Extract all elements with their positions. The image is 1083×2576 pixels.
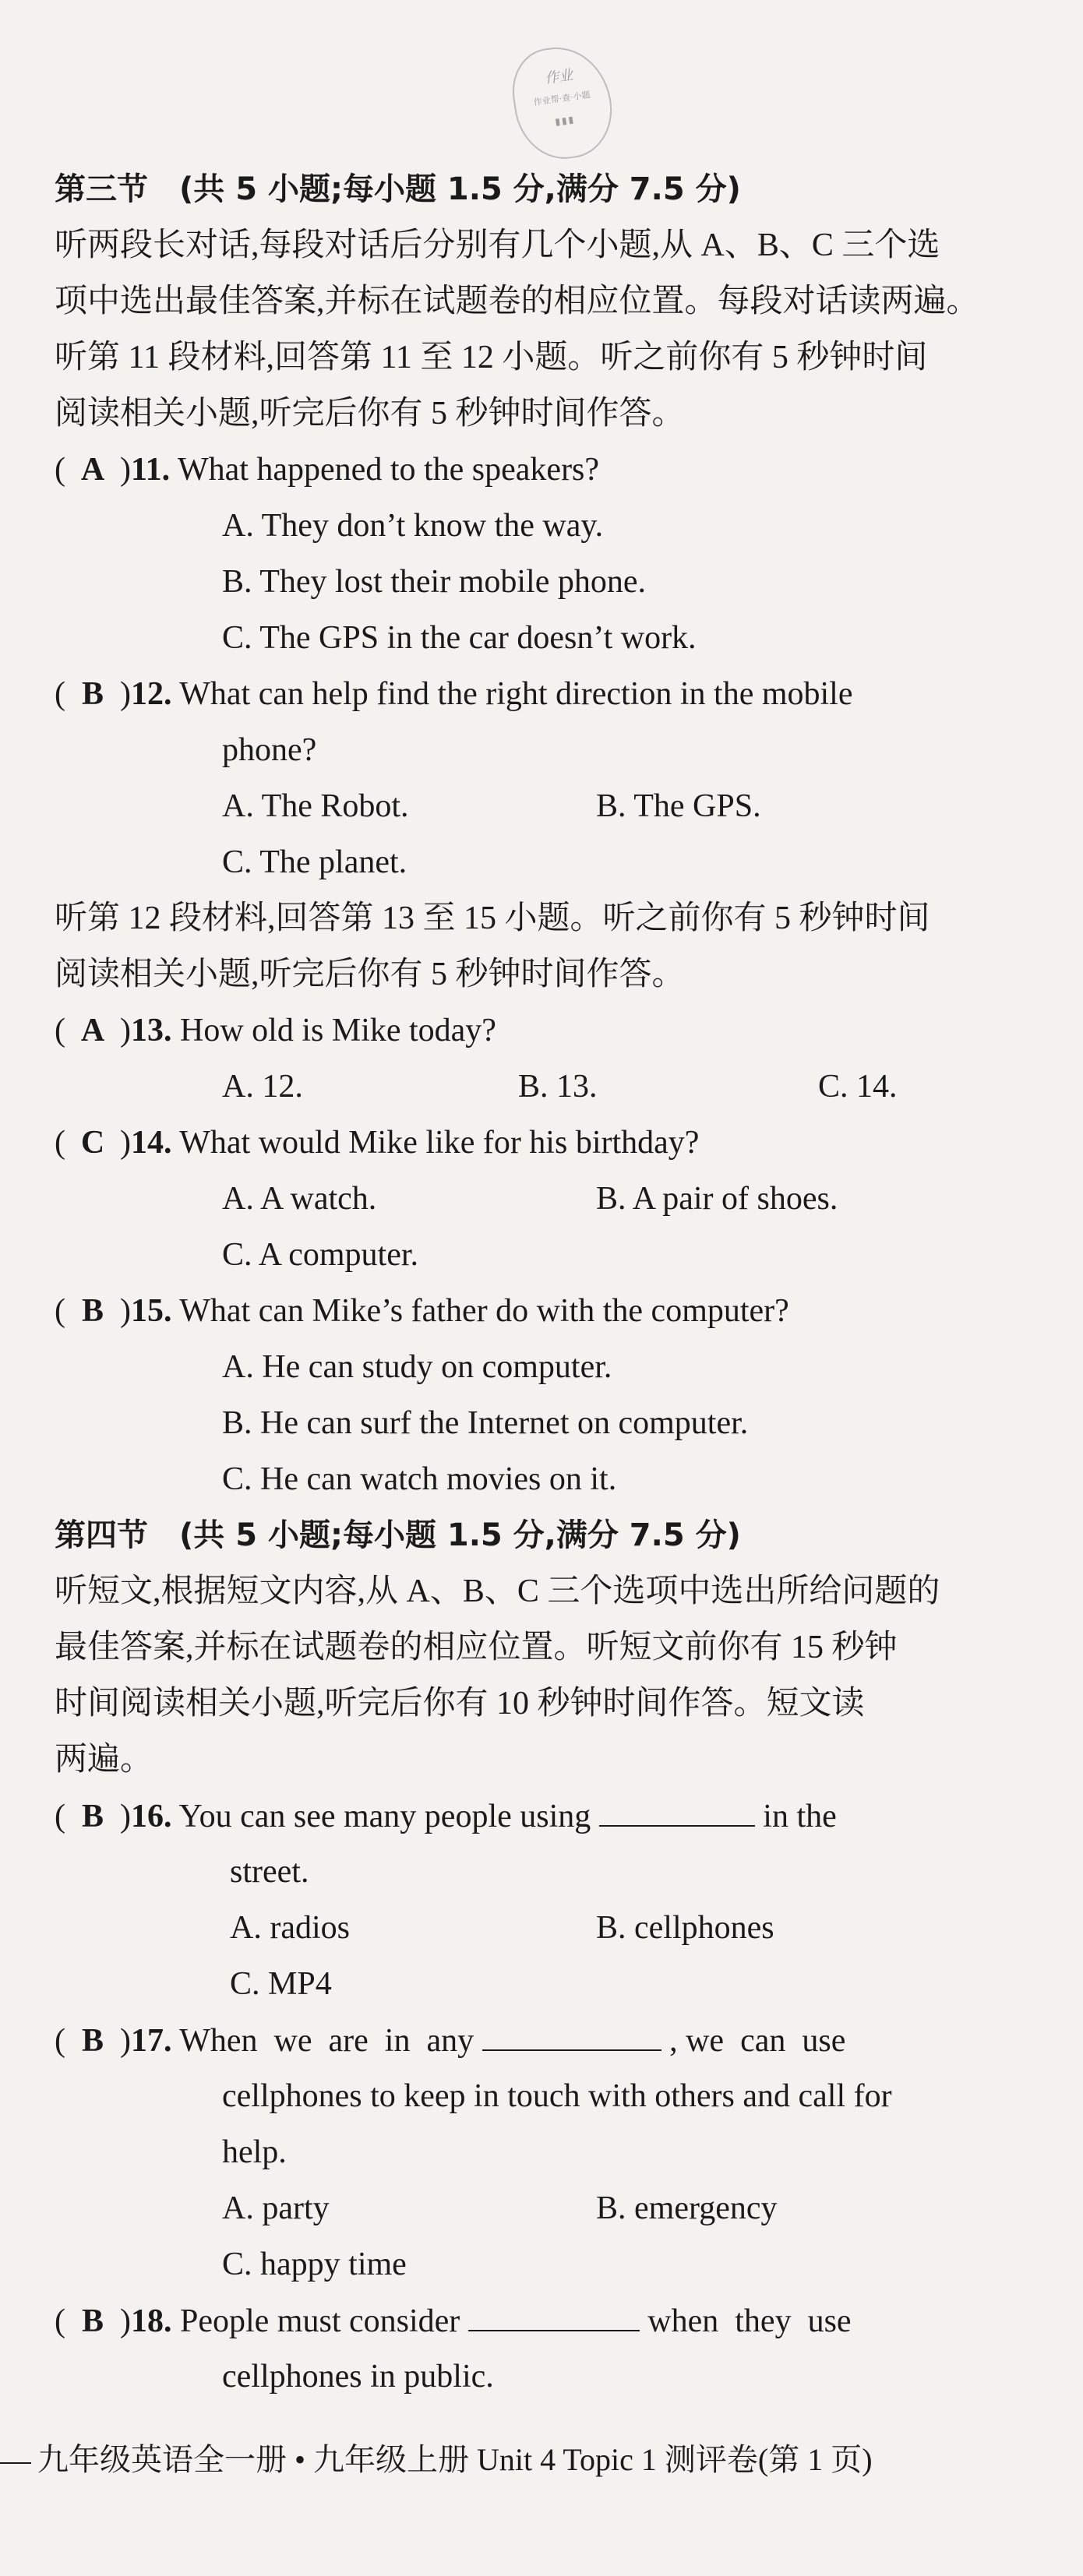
answer-16: B bbox=[81, 1799, 104, 1834]
answer-blank-16 bbox=[599, 1794, 755, 1827]
answer-11: A bbox=[80, 452, 105, 488]
option-12-b: B. The GPS. bbox=[596, 788, 761, 824]
option-11-b: B. They lost their mobile phone. bbox=[222, 564, 646, 600]
option-12-c: C. The planet. bbox=[222, 844, 407, 880]
section3-heading: 第三节 (共 5 小题;每小题 1.5 分,满分 7.5 分) bbox=[55, 171, 741, 207]
question-17-text-line3: help. bbox=[222, 2134, 287, 2170]
option-17-a: A. party bbox=[222, 2190, 330, 2226]
stamp-text-1: 作业 bbox=[544, 66, 574, 86]
option-13-b: B. 13. bbox=[518, 1069, 598, 1105]
question-12: ( B )12. What can help find the right direction in the mobile bbox=[55, 672, 853, 716]
question-17-text-line2: cellphones to keep in touch with others and call for bbox=[222, 2078, 892, 2114]
option-16-b: B. cellphones bbox=[596, 1910, 774, 1946]
answer-blank-18 bbox=[468, 2299, 640, 2331]
answer-15: B bbox=[81, 1293, 104, 1329]
question-13: ( A )13. How old is Mike today? bbox=[55, 1009, 496, 1052]
footer-dash bbox=[0, 2462, 31, 2464]
section3-instruction-line2: 项中选出最佳答案,并标在试题卷的相应位置。每段对话读两遍。 bbox=[55, 284, 979, 319]
footer-text: 九年级英语全一册 • 九年级上册 Unit 4 Topic 1 测评卷(第 1 页) bbox=[37, 2442, 873, 2477]
question-16-text: You can see many people using bbox=[178, 1799, 591, 1834]
question-14: ( C )14. What would Mike like for his birthday? bbox=[55, 1121, 699, 1165]
option-14-b: B. A pair of shoes. bbox=[596, 1181, 838, 1217]
question-12-text-line2: phone? bbox=[222, 732, 317, 768]
option-17-c: C. happy time bbox=[222, 2247, 407, 2282]
answer-12: B bbox=[81, 676, 104, 712]
question-18: ( B )18. People must consider when they use bbox=[55, 2299, 852, 2343]
material11-line1: 听第 11 段材料,回答第 11 至 12 小题。听之前你有 5 秒钟时间 bbox=[55, 340, 928, 375]
option-16-a: A. radios bbox=[230, 1910, 350, 1946]
answer-17: B bbox=[81, 2023, 104, 2059]
option-15-c: C. He can watch movies on it. bbox=[222, 1461, 617, 1497]
answer-18: B bbox=[81, 2303, 104, 2339]
question-16-text-line2: street. bbox=[230, 1854, 309, 1890]
material12-line1: 听第 12 段材料,回答第 13 至 15 小题。听之前你有 5 秒钟时间 bbox=[55, 900, 930, 936]
option-17-b: B. emergency bbox=[596, 2190, 778, 2226]
question-14-text: What would Mike like for his birthday? bbox=[179, 1125, 700, 1161]
option-13-a: A. 12. bbox=[222, 1069, 303, 1105]
question-11-text: What happened to the speakers? bbox=[177, 452, 600, 488]
section4-instruction-line1: 听短文,根据短文内容,从 A、B、C 三个选项中选出所给问题的 bbox=[55, 1573, 940, 1609]
option-14-a: A. A watch. bbox=[222, 1181, 377, 1217]
question-17: ( B )17. When we are in any , we can use bbox=[55, 2018, 845, 2063]
section3-instruction-line1: 听两段长对话,每段对话后分别有几个小题,从 A、B、C 三个选 bbox=[55, 227, 940, 263]
option-13-c: C. 14. bbox=[818, 1069, 898, 1105]
question-18-text-line2: cellphones in public. bbox=[222, 2359, 494, 2395]
option-11-a: A. They don’t know the way. bbox=[222, 508, 604, 544]
option-16-c: C. MP4 bbox=[230, 1966, 332, 2002]
watermark-stamp: 作业 作业帮·查·小题 ▮▮▮ bbox=[507, 41, 619, 165]
question-18-text: People must consider bbox=[180, 2303, 460, 2339]
section4-heading: 第四节 (共 5 小题;每小题 1.5 分,满分 7.5 分) bbox=[55, 1517, 741, 1553]
option-15-b: B. He can surf the Internet on computer. bbox=[222, 1405, 749, 1441]
option-12-a: A. The Robot. bbox=[222, 788, 409, 824]
material12-line2: 阅读相关小题,听完后你有 5 秒钟时间作答。 bbox=[55, 957, 685, 992]
option-15-a: A. He can study on computer. bbox=[222, 1349, 612, 1385]
answer-blank-17 bbox=[482, 2018, 661, 2051]
section4-instruction-line2: 最佳答案,并标在试题卷的相应位置。听短文前你有 15 秒钟 bbox=[55, 1630, 898, 1665]
question-17-text: When we are in any bbox=[179, 2023, 474, 2059]
question-15: ( B )15. What can Mike’s father do with the computer? bbox=[55, 1289, 789, 1333]
section4-instruction-line3: 时间阅读相关小题,听完后你有 10 秒钟时间作答。短文读 bbox=[55, 1686, 865, 1721]
section4-instruction-line4: 两遍。 bbox=[55, 1742, 153, 1778]
stamp-text-2: 作业帮·查·小题 bbox=[533, 90, 591, 108]
option-14-c: C. A computer. bbox=[222, 1237, 418, 1273]
page-footer bbox=[0, 2438, 1083, 2482]
question-15-text: What can Mike’s father do with the computer? bbox=[179, 1293, 789, 1329]
question-13-text: How old is Mike today? bbox=[180, 1013, 496, 1048]
material11-line2: 阅读相关小题,听完后你有 5 秒钟时间作答。 bbox=[55, 396, 685, 432]
answer-13: A bbox=[80, 1013, 105, 1048]
option-11-c: C. The GPS in the car doesn’t work. bbox=[222, 620, 697, 656]
question-16: ( B )16. You can see many people using in the bbox=[55, 1794, 837, 1838]
answer-14: C bbox=[80, 1125, 105, 1161]
question-12-text: What can help find the right direction in the mobile bbox=[179, 676, 853, 712]
question-11: ( A )11. What happened to the speakers? bbox=[55, 448, 599, 492]
